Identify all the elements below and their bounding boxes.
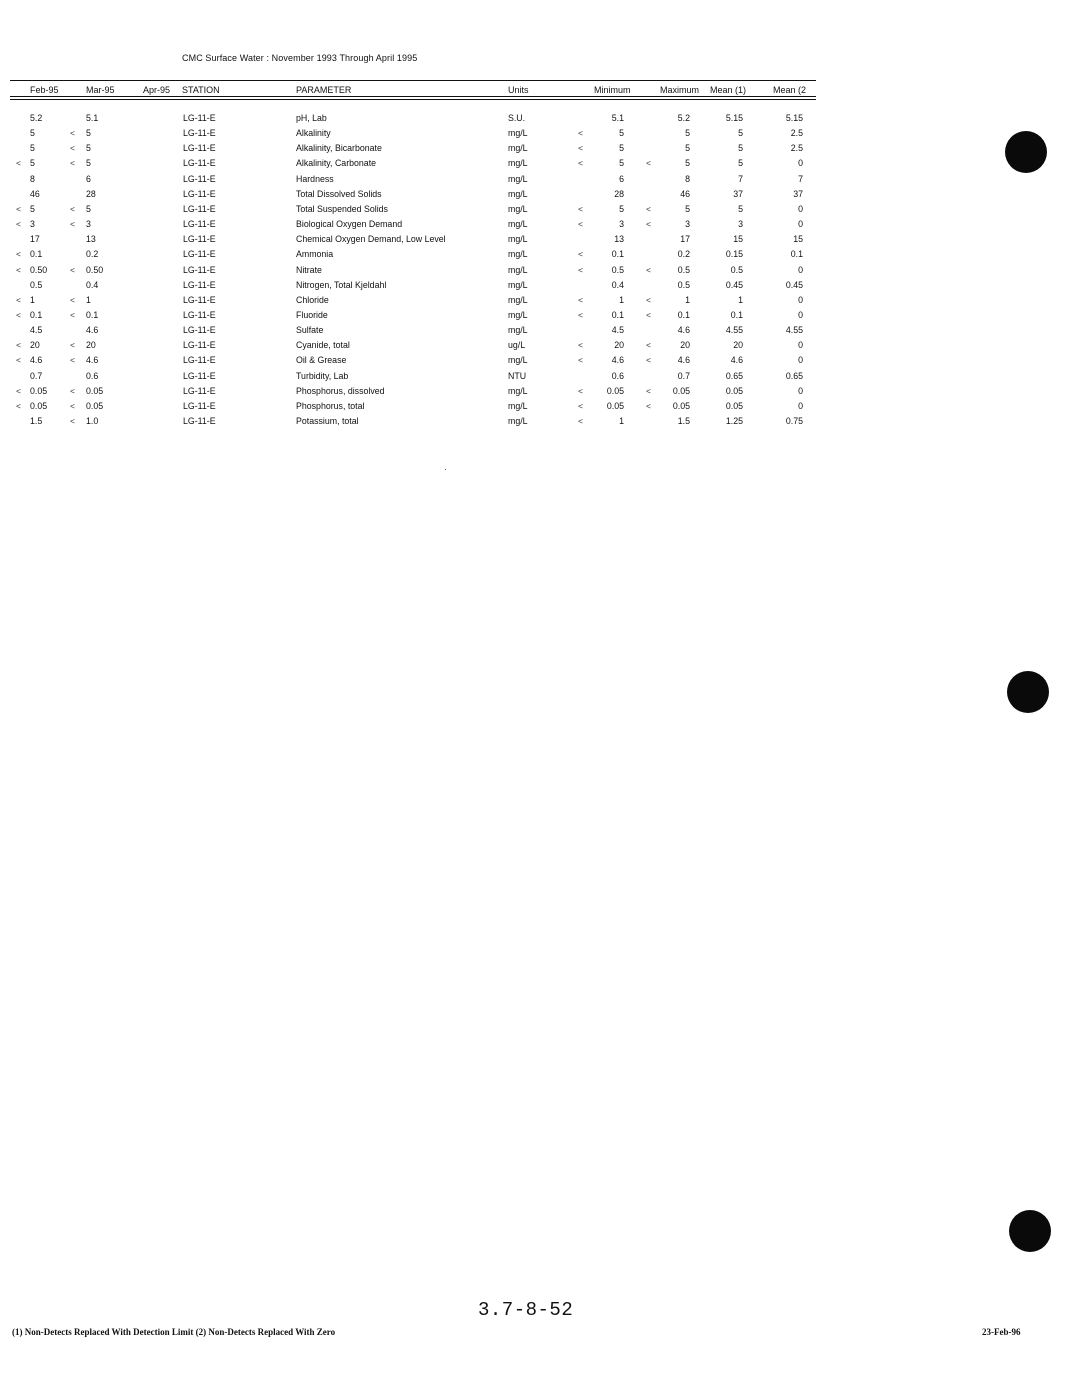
units-cell: mg/L	[508, 325, 528, 336]
maximum-cell: 5	[685, 158, 690, 169]
min-qualifier: <	[578, 264, 583, 275]
table-row	[0, 295, 1068, 310]
station-cell: LG-11-E	[183, 400, 216, 411]
station-cell: LG-11-E	[183, 370, 216, 381]
table-row	[0, 265, 1068, 280]
mean2-cell: 0.1	[790, 249, 803, 260]
mar-value: 0.05	[86, 400, 104, 411]
feb-value: 0.50	[30, 264, 48, 275]
mean2-cell: 0	[798, 400, 803, 411]
feb-value: 0.05	[30, 400, 48, 411]
scan-speck	[445, 469, 446, 470]
station-cell: LG-11-E	[183, 355, 216, 366]
header-mar: Mar-95	[86, 85, 115, 95]
mar-value: 4.6	[86, 355, 99, 366]
minimum-cell: 5	[619, 158, 624, 169]
mean1-cell: 0.05	[725, 385, 743, 396]
feb-qualifier: <	[16, 219, 21, 230]
table-row	[0, 310, 1068, 325]
mean1-cell: 1.25	[725, 416, 743, 426]
station-cell: LG-11-E	[183, 385, 216, 396]
feb-value: 17	[30, 234, 40, 245]
station-cell: LG-11-E	[183, 219, 216, 230]
mean2-cell: 0	[798, 203, 803, 214]
mean2-cell: 15	[793, 234, 803, 245]
parameter-cell: Hardness	[296, 173, 334, 184]
units-cell: mg/L	[508, 219, 528, 230]
header-station: STATION	[182, 85, 220, 95]
mar-qualifier: <	[70, 158, 75, 169]
parameter-cell: Oil & Grease	[296, 355, 347, 366]
station-cell: LG-11-E	[183, 294, 216, 305]
station-cell: LG-11-E	[183, 325, 216, 336]
feb-qualifier: <	[16, 309, 21, 320]
min-qualifier: <	[578, 400, 583, 411]
feb-qualifier: <	[16, 340, 21, 351]
footnote: (1) Non-Detects Replaced With Detection Limit (2) Non-Detects Replaced With Zero	[12, 1327, 336, 1337]
report-title: CMC Surface Water : November 1993 Through April 1995	[182, 53, 418, 63]
parameter-cell: Phosphorus, total	[296, 400, 365, 411]
maximum-cell: 0.05	[672, 385, 690, 396]
feb-value: 1	[30, 294, 35, 305]
hole-punch-bottom	[1009, 1210, 1051, 1252]
units-cell: NTU	[508, 370, 527, 381]
feb-qualifier: <	[16, 400, 21, 411]
maximum-cell: 4.6	[677, 355, 690, 366]
table-row	[0, 234, 1068, 249]
mar-value: 5	[86, 158, 91, 169]
mar-value: 0.6	[86, 370, 99, 381]
mar-value: 6	[86, 173, 91, 184]
mar-qualifier: <	[70, 416, 75, 426]
station-cell: LG-11-E	[183, 340, 216, 351]
mean2-cell: 0	[798, 219, 803, 230]
max-qualifier: <	[646, 400, 651, 411]
header-mean1: Mean (1)	[710, 85, 747, 95]
mar-qualifier: <	[70, 143, 75, 154]
minimum-cell: 4.5	[611, 325, 624, 336]
mean1-cell: 5	[738, 203, 743, 214]
mean2-cell: 37	[793, 188, 803, 199]
maximum-cell: 5	[685, 203, 690, 214]
mar-qualifier: <	[70, 264, 75, 275]
maximum-cell: 1.5	[677, 416, 690, 426]
minimum-cell: 0.6	[611, 370, 624, 381]
mar-value: 1	[86, 294, 91, 305]
mean1-cell: 0.1	[730, 309, 743, 320]
mean1-cell: 4.6	[730, 355, 743, 366]
mar-qualifier: <	[70, 294, 75, 305]
table-row	[0, 204, 1068, 219]
parameter-cell: pH, Lab	[296, 113, 327, 123]
mean2-cell: 0.45	[785, 279, 803, 290]
feb-value: 5	[30, 158, 35, 169]
mar-value: 5.1	[86, 113, 99, 123]
feb-value: 0.05	[30, 385, 48, 396]
mean1-cell: 5	[738, 128, 743, 139]
header-mean2: Mean (2	[773, 85, 807, 95]
feb-value: 4.5	[30, 325, 43, 336]
feb-qualifier: <	[16, 158, 21, 169]
mar-qualifier: <	[70, 203, 75, 214]
parameter-cell: Fluoride	[296, 309, 328, 320]
mean2-cell: 0	[798, 264, 803, 275]
page-number: 3.7-8-52	[478, 1299, 574, 1321]
table-row	[0, 128, 1068, 143]
parameter-cell: Chemical Oxygen Demand, Low Level	[296, 234, 446, 245]
mean1-cell: 0.15	[725, 249, 743, 260]
max-qualifier: <	[646, 385, 651, 396]
mar-value: 3	[86, 219, 91, 230]
mean2-cell: 0	[798, 340, 803, 351]
minimum-cell: 0.1	[611, 249, 624, 260]
station-cell: LG-11-E	[183, 264, 216, 275]
mean1-cell: 5	[738, 158, 743, 169]
header-feb: Feb-95	[30, 85, 59, 95]
mar-value: 5	[86, 143, 91, 154]
min-qualifier: <	[578, 355, 583, 366]
mar-value: 5	[86, 128, 91, 139]
mean2-cell: 0	[798, 294, 803, 305]
feb-value: 3	[30, 219, 35, 230]
header-units: Units	[508, 85, 529, 95]
parameter-cell: Biological Oxygen Demand	[296, 219, 403, 230]
maximum-cell: 5.2	[677, 113, 690, 123]
feb-value: 46	[30, 188, 40, 199]
feb-value: 8	[30, 173, 35, 184]
mar-value: 0.05	[86, 385, 104, 396]
feb-qualifier: <	[16, 249, 21, 260]
parameter-cell: Total Suspended Solids	[296, 203, 388, 214]
header-maximum: Maximum	[660, 85, 700, 95]
min-qualifier: <	[578, 340, 583, 351]
hole-punch-middle	[1007, 671, 1049, 713]
maximum-cell: 5	[685, 143, 690, 154]
mean2-cell: 5.15	[785, 113, 803, 123]
table-row	[0, 249, 1068, 264]
maximum-cell: 1	[685, 294, 690, 305]
mean2-cell: 7	[798, 173, 803, 184]
minimum-cell: 6	[619, 173, 624, 184]
mean2-cell: 0	[798, 309, 803, 320]
header-apr: Apr-95	[143, 85, 171, 95]
station-cell: LG-11-E	[183, 143, 216, 154]
maximum-cell: 8	[685, 173, 690, 184]
units-cell: mg/L	[508, 173, 528, 184]
feb-value: 5	[30, 128, 35, 139]
mar-qualifier: <	[70, 309, 75, 320]
maximum-cell: 46	[680, 188, 690, 199]
mean2-cell: 0.75	[785, 416, 803, 426]
parameter-cell: Alkalinity, Carbonate	[296, 158, 377, 169]
feb-qualifier: <	[16, 203, 21, 214]
minimum-cell: 13	[614, 234, 624, 245]
station-cell: LG-11-E	[183, 113, 216, 123]
parameter-cell: Cyanide, total	[296, 340, 350, 351]
feb-value: 5	[30, 203, 35, 214]
minimum-cell: 0.05	[606, 400, 624, 411]
parameter-cell: Alkalinity, Bicarbonate	[296, 143, 382, 154]
table-row	[0, 386, 1068, 401]
mar-qualifier: <	[70, 128, 75, 139]
units-cell: S.U.	[508, 113, 526, 123]
mean1-cell: 0.05	[725, 400, 743, 411]
minimum-cell: 0.1	[611, 309, 624, 320]
minimum-cell: 1	[619, 294, 624, 305]
table-row	[0, 340, 1068, 355]
min-qualifier: <	[578, 249, 583, 260]
min-qualifier: <	[578, 143, 583, 154]
mar-value: 13	[86, 234, 96, 245]
table-row	[0, 219, 1068, 234]
max-qualifier: <	[646, 203, 651, 214]
mar-qualifier: <	[70, 355, 75, 366]
table-row	[0, 325, 1068, 340]
max-qualifier: <	[646, 340, 651, 351]
mar-value: 4.6	[86, 325, 99, 336]
feb-qualifier: <	[16, 294, 21, 305]
mar-qualifier: <	[70, 400, 75, 411]
station-cell: LG-11-E	[183, 203, 216, 214]
table-row	[0, 174, 1068, 189]
mar-value: 0.4	[86, 279, 99, 290]
mean2-cell: 0.65	[785, 370, 803, 381]
parameter-cell: Nitrate	[296, 264, 322, 275]
mar-qualifier: <	[70, 340, 75, 351]
parameter-cell: Turbidity, Lab	[296, 370, 349, 381]
feb-value: 0.5	[30, 279, 43, 290]
minimum-cell: 3	[619, 219, 624, 230]
header-bottom-rule	[10, 96, 816, 97]
mean1-cell: 4.55	[725, 325, 743, 336]
station-cell: LG-11-E	[183, 279, 216, 290]
maximum-cell: 0.1	[677, 309, 690, 320]
mean2-cell: 2.5	[790, 143, 803, 154]
mean1-cell: 1	[738, 294, 743, 305]
minimum-cell: 20	[614, 340, 624, 351]
minimum-cell: 4.6	[611, 355, 624, 366]
minimum-cell: 0.05	[606, 385, 624, 396]
mar-value: 0.50	[86, 264, 104, 275]
max-qualifier: <	[646, 264, 651, 275]
minimum-cell: 5.1	[611, 113, 624, 123]
units-cell: ug/L	[508, 340, 526, 351]
mar-value: 0.1	[86, 309, 99, 320]
station-cell: LG-11-E	[183, 158, 216, 169]
units-cell: mg/L	[508, 234, 528, 245]
header-parameter: PARAMETER	[296, 85, 352, 95]
minimum-cell: 0.4	[611, 279, 624, 290]
feb-value: 0.1	[30, 249, 43, 260]
table-row	[0, 280, 1068, 295]
header-minimum: Minimum	[594, 85, 631, 95]
parameter-cell: Potassium, total	[296, 416, 359, 426]
units-cell: mg/L	[508, 128, 528, 139]
feb-value: 4.6	[30, 355, 43, 366]
feb-value: 5	[30, 143, 35, 154]
station-cell: LG-11-E	[183, 234, 216, 245]
parameter-cell: Phosphorus, dissolved	[296, 385, 385, 396]
maximum-cell: 0.05	[672, 400, 690, 411]
header-top-rule	[10, 80, 816, 81]
minimum-cell: 5	[619, 128, 624, 139]
mean1-cell: 3	[738, 219, 743, 230]
min-qualifier: <	[578, 219, 583, 230]
hole-punch-top	[1005, 131, 1047, 173]
mean2-cell: 0	[798, 355, 803, 366]
mean1-cell: 0.5	[730, 264, 743, 275]
feb-qualifier: <	[16, 385, 21, 396]
table-row	[0, 113, 1068, 128]
min-qualifier: <	[578, 158, 583, 169]
mar-value: 28	[86, 188, 96, 199]
units-cell: mg/L	[508, 203, 528, 214]
table-row	[0, 158, 1068, 173]
feb-value: 1.5	[30, 416, 43, 426]
minimum-cell: 28	[614, 188, 624, 199]
mean1-cell: 15	[733, 234, 743, 245]
maximum-cell: 0.7	[677, 370, 690, 381]
station-cell: LG-11-E	[183, 188, 216, 199]
min-qualifier: <	[578, 294, 583, 305]
parameter-cell: Alkalinity	[296, 128, 331, 139]
station-cell: LG-11-E	[183, 128, 216, 139]
min-qualifier: <	[578, 309, 583, 320]
table-row	[0, 416, 1068, 431]
mar-value: 20	[86, 340, 96, 351]
maximum-cell: 0.2	[677, 249, 690, 260]
minimum-cell: 1	[619, 416, 624, 426]
mean1-cell: 7	[738, 173, 743, 184]
feb-value: 5.2	[30, 113, 43, 123]
max-qualifier: <	[646, 355, 651, 366]
station-cell: LG-11-E	[183, 249, 216, 260]
maximum-cell: 17	[680, 234, 690, 245]
units-cell: mg/L	[508, 294, 528, 305]
units-cell: mg/L	[508, 249, 528, 260]
maximum-cell: 0.5	[677, 279, 690, 290]
maximum-cell: 3	[685, 219, 690, 230]
station-cell: LG-11-E	[183, 173, 216, 184]
maximum-cell: 20	[680, 340, 690, 351]
min-qualifier: <	[578, 385, 583, 396]
min-qualifier: <	[578, 203, 583, 214]
feb-qualifier: <	[16, 355, 21, 366]
mean1-cell: 37	[733, 188, 743, 199]
minimum-cell: 0.5	[611, 264, 624, 275]
units-cell: mg/L	[508, 309, 528, 320]
table-row	[0, 189, 1068, 204]
table-row	[0, 371, 1068, 386]
mean2-cell: 4.55	[785, 325, 803, 336]
mar-value: 0.2	[86, 249, 99, 260]
min-qualifier: <	[578, 128, 583, 139]
feb-qualifier: <	[16, 264, 21, 275]
station-cell: LG-11-E	[183, 416, 216, 426]
mar-value: 5	[86, 203, 91, 214]
table-row	[0, 143, 1068, 158]
parameter-cell: Ammonia	[296, 249, 334, 260]
mean2-cell: 0	[798, 158, 803, 169]
mean2-cell: 0	[798, 385, 803, 396]
header-bottom-rule-2	[10, 99, 816, 100]
mean2-cell: 2.5	[790, 128, 803, 139]
units-cell: mg/L	[508, 279, 528, 290]
maximum-cell: 4.6	[677, 325, 690, 336]
minimum-cell: 5	[619, 203, 624, 214]
units-cell: mg/L	[508, 143, 528, 154]
maximum-cell: 0.5	[677, 264, 690, 275]
max-qualifier: <	[646, 309, 651, 320]
units-cell: mg/L	[508, 264, 528, 275]
feb-value: 0.1	[30, 309, 43, 320]
max-qualifier: <	[646, 294, 651, 305]
parameter-cell: Chloride	[296, 294, 329, 305]
units-cell: mg/L	[508, 355, 528, 366]
parameter-cell: Nitrogen, Total Kjeldahl	[296, 279, 387, 290]
max-qualifier: <	[646, 158, 651, 169]
station-cell: LG-11-E	[183, 309, 216, 320]
mean1-cell: 0.65	[725, 370, 743, 381]
mean1-cell: 0.45	[725, 279, 743, 290]
maximum-cell: 5	[685, 128, 690, 139]
mar-qualifier: <	[70, 385, 75, 396]
min-qualifier: <	[578, 416, 583, 426]
parameter-cell: Sulfate	[296, 325, 324, 336]
parameter-cell: Total Dissolved Solids	[296, 188, 382, 199]
units-cell: mg/L	[508, 416, 528, 426]
minimum-cell: 5	[619, 143, 624, 154]
units-cell: mg/L	[508, 385, 528, 396]
units-cell: mg/L	[508, 188, 528, 199]
feb-value: 20	[30, 340, 40, 351]
mean1-cell: 20	[733, 340, 743, 351]
units-cell: mg/L	[508, 158, 528, 169]
mean1-cell: 5.15	[725, 113, 743, 123]
table-row	[0, 355, 1068, 370]
mean1-cell: 5	[738, 143, 743, 154]
feb-value: 0.7	[30, 370, 43, 381]
units-cell: mg/L	[508, 400, 528, 411]
max-qualifier: <	[646, 219, 651, 230]
report-date: 23-Feb-96	[982, 1327, 1021, 1337]
mar-qualifier: <	[70, 219, 75, 230]
mar-value: 1.0	[86, 416, 99, 426]
table-row	[0, 401, 1068, 416]
